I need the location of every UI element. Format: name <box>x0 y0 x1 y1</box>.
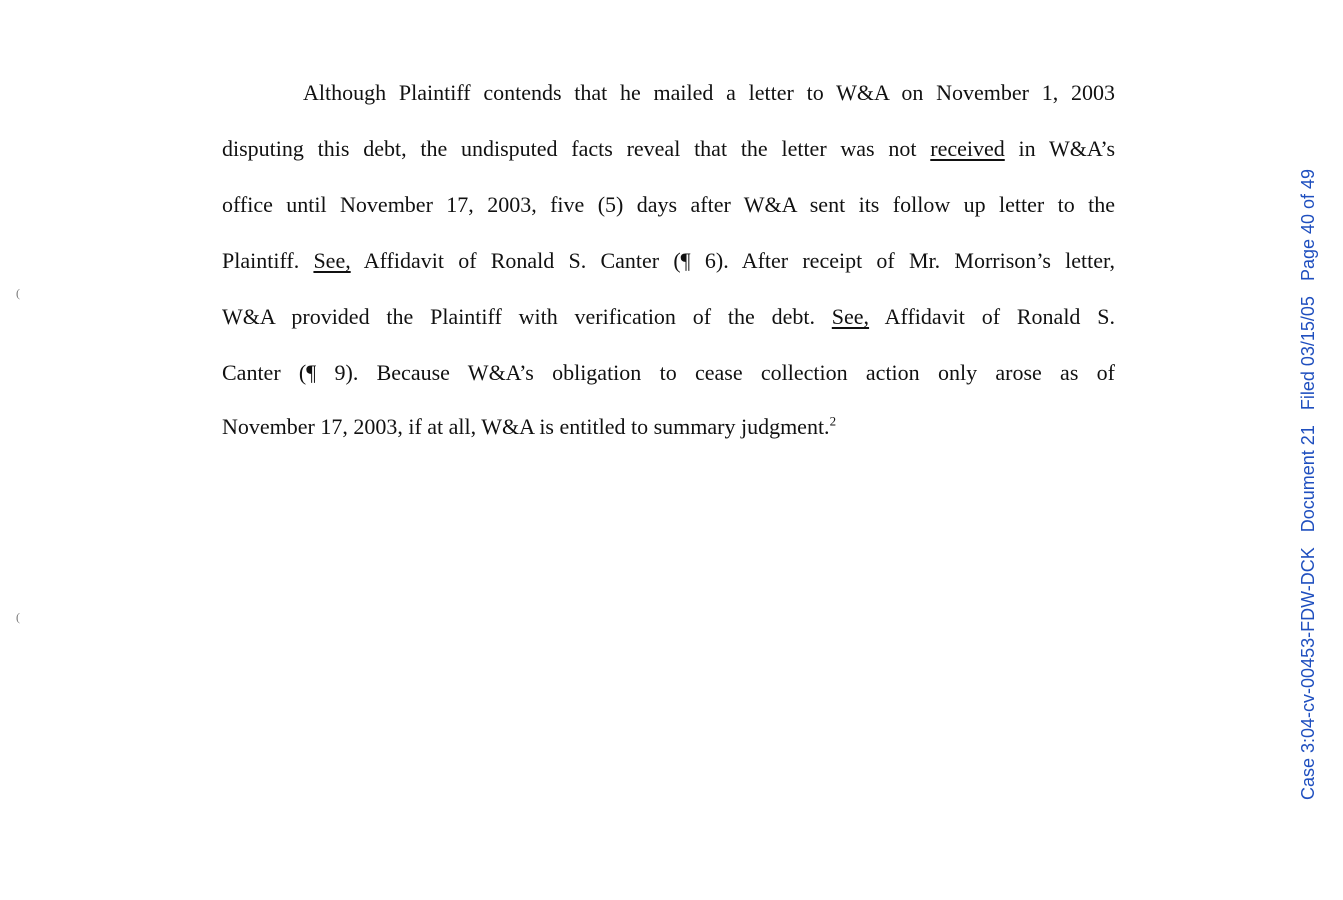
line-4-text-b: Affidavit of Ronald S. Canter (¶ 6). After receipt of Mr. Morrison’s letter, <box>350 248 1115 273</box>
underlined-see-2: See, <box>831 304 870 329</box>
line-4-text-a: Plaintiff. <box>222 248 314 273</box>
case-number: Case 3:04-cv-00453-FDW-DCK <box>1298 547 1318 800</box>
line-2-text-b: in W&A’s <box>1004 136 1116 161</box>
court-filing-stamp <box>1296 100 1320 800</box>
page-indicator: Page 40 of 49 <box>1298 168 1318 282</box>
paragraph-line-4 <box>222 246 1115 276</box>
underlined-received: received <box>930 136 1005 161</box>
line-2-text-a: disputing this debt, the undisputed facts reveal that the letter was not <box>222 136 931 161</box>
line-6-text: Canter (¶ 9). Because W&A’s obligation to cease collection action only arose as of <box>222 360 1115 385</box>
filed-date: Filed 03/15/05 <box>1298 296 1318 411</box>
paragraph-line-7 <box>222 412 1115 442</box>
line-5-text-a: W&A provided the Plaintiff with verification of the debt. <box>222 304 832 329</box>
line-1-text: Although Plaintiff contends that he mailed a letter to W&A on November 1, 2003 <box>303 80 1115 105</box>
document-number: Document 21 <box>1298 425 1318 533</box>
footnote-reference: 2 <box>829 413 837 429</box>
underlined-see-1: See, <box>313 248 351 273</box>
paragraph-line-6 <box>222 358 1115 388</box>
paragraph-line-2 <box>222 134 1115 164</box>
paragraph-line-3 <box>222 190 1115 220</box>
line-3-text: office until November 17, 2003, five (5) days after W&A sent its follow up letter to the <box>222 192 1115 217</box>
scan-mark: ( <box>16 286 20 300</box>
line-5-text-b: Affidavit of Ronald S. <box>869 304 1115 329</box>
paragraph-line-1 <box>303 78 1115 108</box>
line-7-text: November 17, 2003, if at all, W&A is entitled to summary judgment. <box>222 414 830 439</box>
scan-mark: ( <box>16 610 20 624</box>
paragraph-line-5 <box>222 302 1115 332</box>
